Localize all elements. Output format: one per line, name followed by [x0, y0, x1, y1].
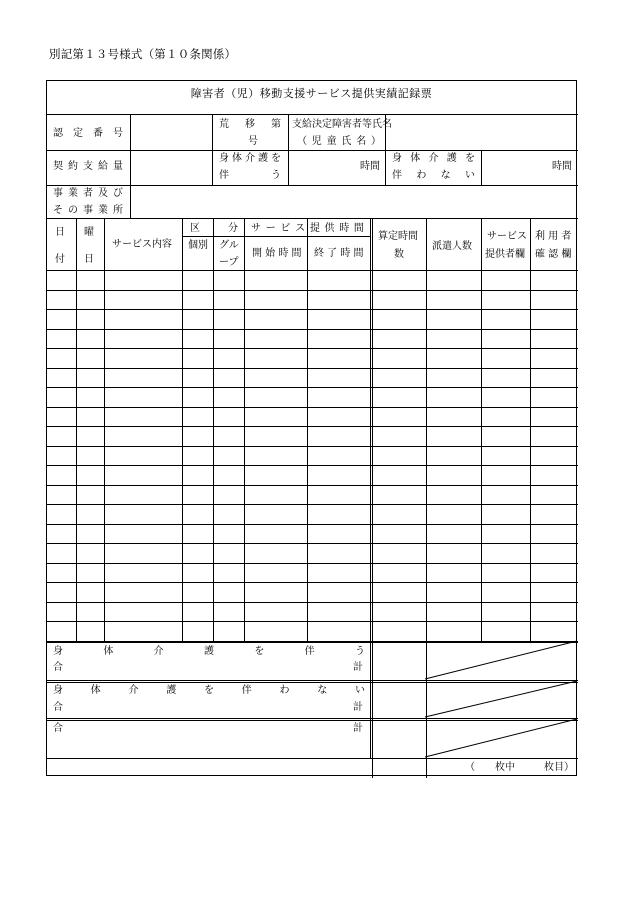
without-care-hours-unit: 時間 — [552, 161, 572, 172]
contract-amount-label-char: 給 — [98, 161, 108, 172]
grand-total-right: 計 — [353, 723, 363, 734]
contract-amount-label-char: 約 — [68, 161, 78, 172]
col-service-time-char: 間 — [353, 223, 364, 234]
total-without-care-label-char: を — [204, 685, 214, 696]
provider-label-line2-char: 所 — [113, 205, 123, 216]
col-user-confirm-bottom: 確 認 欄 — [535, 249, 572, 260]
total-without-care-label-char: 護 — [166, 685, 177, 696]
provider-label-line2-char: の — [68, 205, 78, 216]
total-with-care-label-char: 伴 — [304, 646, 315, 657]
total-with-care-label-char: 身 — [53, 646, 63, 657]
form-caption: 別記第１３号様式（第１０条関係） — [49, 47, 237, 61]
without-care-label-line1-char: 身 — [392, 153, 402, 164]
provider-label-line1-char: び — [113, 188, 123, 199]
cert-number-label-char: 番 — [93, 128, 103, 139]
col-calc-hours-top: 算定時間 — [378, 231, 418, 242]
form-title: 障害者（児）移動支援サービス提供実績記録票 — [190, 87, 433, 100]
without-care-label-line1-char: 体 — [410, 153, 421, 164]
cert-number-label-char: 認 — [53, 128, 63, 139]
total-without-care-label-char: わ — [279, 685, 290, 696]
col-service-content: サービス内容 — [112, 239, 172, 250]
provider-label-line1-char: 及 — [98, 188, 108, 199]
provider-label-line1-char: 業 — [68, 188, 78, 199]
col-group-bottom: ープ — [219, 257, 239, 268]
col-provider-bottom: 提供者欄 — [485, 249, 525, 260]
footer-open-paren: （ — [465, 762, 475, 773]
col-individual: 個別 — [188, 240, 208, 251]
provider-label-line1-char: 事 — [53, 188, 63, 199]
provider-label-line2-char: 業 — [98, 205, 108, 216]
col-weekday-bottom: 日 — [84, 254, 94, 265]
recipient-name-sub-char: 名 — [356, 136, 367, 147]
col-group-top: グル — [219, 240, 239, 251]
footer-sheet-number: 枚目） — [544, 762, 574, 773]
col-end-time: 終 了 時 間 — [314, 248, 364, 259]
with-care-label-line1-char: を — [271, 153, 281, 164]
with-care-label-line1-char: 体 — [232, 153, 242, 164]
with-care-label-line1-char: 介 — [245, 153, 255, 164]
recipient-name-sub-char: （ — [297, 136, 307, 147]
col-service-time-char: ス — [295, 223, 306, 234]
col-provider-top: サービス — [487, 231, 527, 242]
with-care-hours-unit: 時間 — [360, 161, 380, 172]
with-care-label-line2-char: う — [271, 170, 281, 181]
cert-number-label-char: 号 — [113, 128, 123, 139]
aramu-label-line1-char: 移 — [245, 119, 255, 130]
without-care-label-line2-char: 伴 — [392, 170, 402, 181]
diagonal-strike — [425, 719, 577, 757]
recipient-name-sub-char: 児 — [311, 136, 322, 147]
with-care-label-line1-char: 身 — [219, 153, 229, 164]
aramu-label-line1-char: 第 — [271, 119, 281, 130]
without-care-label-line1-char: 介 — [428, 153, 439, 164]
totals-diagonals — [46, 80, 577, 776]
col-category-char: 分 — [228, 223, 238, 234]
col-staff-count: 派遣人数 — [432, 241, 472, 252]
total-without-care-label-char: 介 — [128, 685, 139, 696]
recipient-name-sub-char: 童 — [326, 136, 337, 147]
contract-amount-label-char: 支 — [83, 161, 93, 172]
col-start-time: 開 始 時 間 — [252, 248, 302, 259]
aramu-label-line2: 号 — [248, 136, 258, 147]
recipient-name-sub-char: 氏 — [341, 136, 352, 147]
total-without-care-label-char: な — [317, 685, 328, 696]
col-weekday-top: 曜 — [84, 227, 94, 238]
diagonal-strike — [425, 681, 577, 717]
service-record-form — [46, 80, 577, 776]
with-care-label-line1-char: 護 — [258, 153, 268, 164]
without-care-label-line2-char: わ — [416, 170, 427, 181]
total-with-care-sum-right: 計 — [353, 662, 363, 673]
col-service-time-char: ビ — [280, 223, 291, 234]
total-without-care-sum-right: 計 — [353, 702, 363, 713]
cert-number-label-char: 定 — [73, 128, 83, 139]
col-day-top: 日 — [55, 227, 65, 238]
diagonal-strike — [425, 641, 577, 679]
provider-label-line2-char: 事 — [83, 205, 93, 216]
total-with-care-label-char: う — [354, 646, 365, 657]
col-user-confirm-top: 利 用 者 — [535, 231, 572, 242]
total-with-care-sum-left: 合 — [53, 662, 63, 673]
total-with-care-label-char: 介 — [153, 646, 164, 657]
provider-label-line2-char: そ — [53, 205, 63, 216]
col-service-time-char: ー — [265, 223, 276, 234]
total-without-care-label-char: 伴 — [241, 685, 252, 696]
footer-sheets-total: 枚中 — [495, 762, 515, 773]
col-service-time-char: 提 — [309, 223, 320, 234]
recipient-name-label: 支給決定障害者等氏名 — [292, 119, 392, 130]
col-service-time-char: 供 — [324, 223, 335, 234]
without-care-label-line2-char: い — [464, 170, 475, 181]
provider-label-line1-char: 者 — [83, 188, 93, 199]
total-with-care-label-char: を — [254, 646, 265, 657]
total-with-care-label-char: 体 — [103, 646, 114, 657]
without-care-label-line2-char: な — [440, 170, 451, 181]
total-without-care-sum-left: 合 — [53, 702, 63, 713]
with-care-label-line2-char: 伴 — [219, 170, 229, 181]
total-without-care-label-char: い — [355, 685, 365, 696]
col-day-bottom: 付 — [55, 254, 65, 265]
col-service-time-char: 時 — [339, 223, 350, 234]
contract-amount-label-char: 量 — [113, 161, 123, 172]
col-category-char: 区 — [190, 223, 200, 234]
total-with-care-label-char: 護 — [203, 646, 214, 657]
total-without-care-label-char: 身 — [53, 685, 63, 696]
col-calc-hours-bottom: 数 — [394, 249, 404, 260]
grand-total-left: 合 — [53, 723, 63, 734]
recipient-name-sub-char: ） — [370, 136, 381, 147]
total-without-care-label-char: 体 — [90, 685, 101, 696]
without-care-label-line1-char: 護 — [446, 153, 457, 164]
contract-amount-label-char: 契 — [53, 161, 63, 172]
aramu-label-line1-char: 荒 — [219, 119, 229, 130]
without-care-label-line1-char: を — [465, 153, 475, 164]
col-service-time-char: サ — [251, 223, 261, 234]
